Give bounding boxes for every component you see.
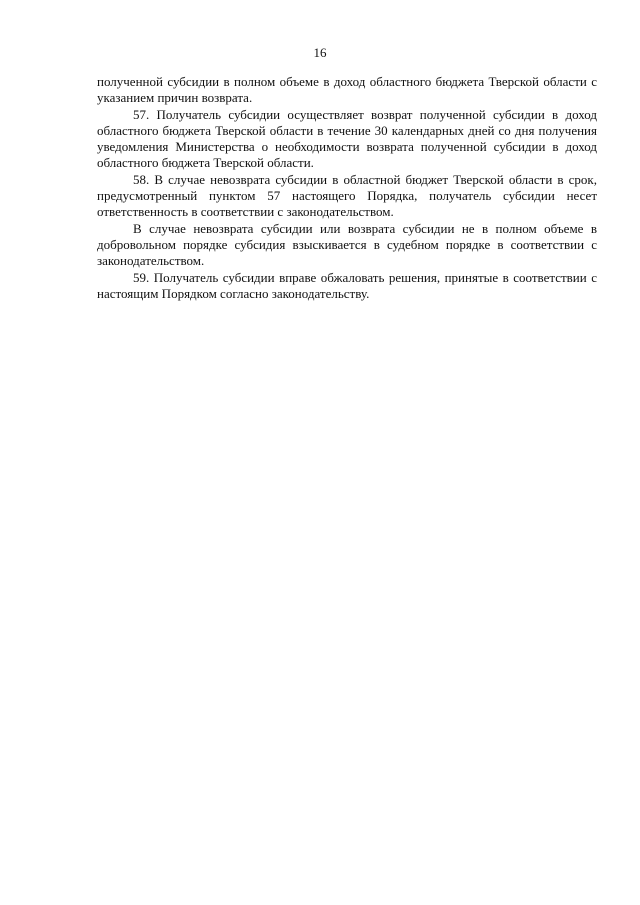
paragraph-59: 59. Получатель субсидии вправе обжаловать решения, принятые в соответствии с настоящим Порядком согласно законодательству. [97, 269, 597, 301]
paragraph-58-part-2: В случае невозврата субсидии или возврата субсидии не в полном объеме в добровольном порядке субсидия взыскивается в судебном порядке в соответствии с законодательством. [97, 220, 597, 269]
paragraph-57: 57. Получатель субсидии осуществляет возврат полученной субсидии в доход областного бюджета Тверской области в течение 30 календарных дней со дня получения уведомления Министерства о необходимости возврата полученной субсидии в доход областного бюджета Тверской области. [97, 106, 597, 171]
paragraph-58: 58. В случае невозврата субсидии в областной бюджет Тверской области в срок, предусмотренный пунктом 57 настоящего Порядка, получатель субсидии несет ответственность в соответствии с законодательством. [97, 171, 597, 220]
paragraph-continuation: полученной субсидии в полном объеме в доход областного бюджета Тверской области с указанием причин возврата. [97, 74, 597, 106]
page-number: 16 [313, 45, 327, 60]
document-body [97, 74, 597, 302]
